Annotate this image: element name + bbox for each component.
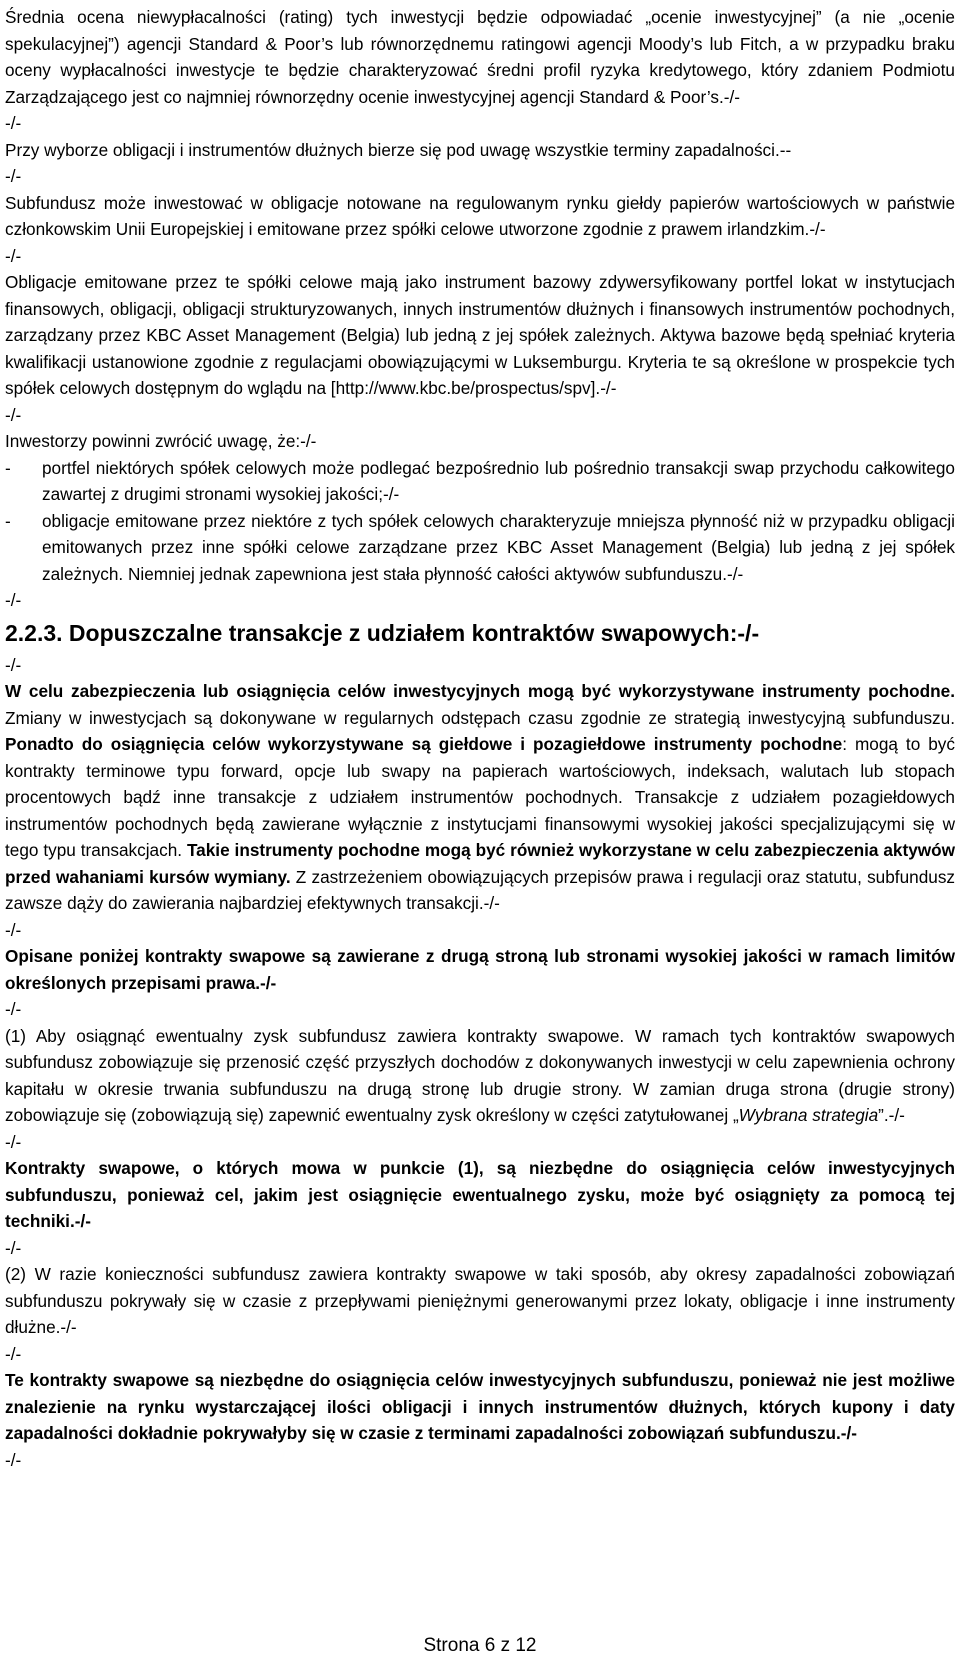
derivatives-text-1: Zmiany w inwestycjach są dokonywane w regularnych odstępach czasu zgodnie ze strategią inwestycyjną subfunduszu. xyxy=(5,707,955,728)
swap-1-italic: Wybrana strategia xyxy=(738,1105,879,1125)
derivatives-bold-3: Takie instrumenty pochodne mogą być również wykorzystane w celu zabezpieczenia aktywów przed wahaniami kursów wymiany. xyxy=(5,840,955,887)
separator: -/- xyxy=(5,654,22,675)
separator: -/- xyxy=(5,1131,22,1152)
list-item xyxy=(5,508,955,588)
paragraph-swap-1 xyxy=(5,1023,955,1129)
paragraph-swap-2: (2) W razie konieczności subfundusz zawiera kontrakty swapowe w taki sposób, aby okresy zapadalności zobowiązań subfunduszu pokrywały się w czasie z przepływami pieniężnymi generowanymi przez lokaty, obligacje i inne instrumenty dłużne.-/- xyxy=(5,1264,955,1337)
derivatives-text-2: : mogą to być kontrakty terminowe typu forward, opcje lub swapy na papierach wartościowych, indeksach, walutach lub stopach procentowych bądź inne transakcje z udziałem instrumentów pochodnych. Transakcje z udziałem pozagiełdowych instrumentów pochodnych będą zawierane wyłącznie z instytucjami finansowymi wysokiej jakości specjalizującymi się w tego typu transakcjach. xyxy=(5,734,955,860)
list-item-text-1: obligacje emitowane przez niektóre z tych spółek celowych charakteryzuje mniejsza płynność niż w przypadku obligacji emitowanych przez inne spółki celowe zarządzane przez KBC Asset Management (Belgia) lub jedną z jej spółek zależnych. xyxy=(42,510,955,584)
list-item-text: portfel niektórych spółek celowych może podlegać bezpośrednio lub pośrednio transakcji swap przychodu całkowitego zawartej z drugimi stronami wysokiej jakości;-/- xyxy=(42,457,955,504)
paragraph-swap-2-necessity: Te kontrakty swapowe są niezbędne do osiągnięcia celów inwestycyjnych subfunduszu, ponieważ nie jest możliwe znalezienie na rynku wystarczającej ilości obligacji i innych instrumentów dłużnych, których kupony i daty zapadalności dokładnie pokrywałyby się w czasie z terminami zapadalności zobowiązań subfunduszu.-/- xyxy=(5,1370,955,1443)
paragraph-maturity: Przy wyborze obligacji i instrumentów dłużnych bierze się pod uwagę wszystkie terminy zapadalności.-- xyxy=(5,139,792,160)
list-item-text-2: Niemniej jednak zapewniona jest stała płynność całości aktywów subfunduszu.-/- xyxy=(123,563,744,584)
paragraph-rating: Średnia ocena niewypłacalności (rating) tych inwestycji będzie odpowiadać „ocenie inwestycyjnej” (a nie „ocenie spekulacyjnej”) agencji Standard & Poor’s lub równorzędnemu ratingowi agencji Moody’s lub Fitch, a w przypadku braku oceny wypłacalności inwestycje te będzie charakteryzować średni profil ryzyka kredytowego, który zdaniem Podmiotu Zarządzającego jest co najmniej równorzędny ocenie inwestycyjnej agencji Standard & Poor’s.-/- xyxy=(5,7,955,107)
spv-text-3: Kryteria te są określone w prospekcie tych spółek celowych dostępnym do wglądu na [http://www.kbc.be/prospectus/spv].-/- xyxy=(5,351,955,398)
document-body xyxy=(5,4,955,1473)
separator: -/- xyxy=(5,919,22,940)
list-item xyxy=(5,455,955,508)
derivatives-text-3: Z zastrzeżeniem obowiązujących przepisów prawa i regulacji oraz statutu, subfundusz zawsze dąży do zawierania najbardziej efektywnych transakcji.-/- xyxy=(5,866,956,913)
swap-1-text: (1) Aby osiągnąć ewentualny zysk subfundusz zawiera kontrakty swapowe. W ramach tych kontraktów swapowych subfundusz zobowiązuje się przenosić część przyszłych dochodów z dokonywanych inwestycji w celu zapewnienia ochrony kapitału w okresie trwania subfunduszu na drugą stronę lub drugie strony. W zamian druga strona (drugie strony) zobowiązuje się (zobowiązują się) zapewnić ewentualny zysk określony w części zatytułowanej „ xyxy=(5,1025,955,1125)
list-dash: - xyxy=(5,457,11,478)
separator: -/- xyxy=(5,113,22,133)
derivatives-bold-1: W celu zabezpieczenia lub osiągnięcia celów inwestycyjnych mogą być wykorzystywane instrumenty pochodne. xyxy=(5,681,955,701)
separator: -/- xyxy=(5,1343,22,1364)
paragraph-investors-note: Inwestorzy powinni zwrócić uwagę, że:-/- xyxy=(5,431,317,451)
paragraph-bonds: Subfundusz może inwestować w obligacje notowane na regulowanym rynku giełdy papierów wartościowych w państwie członkowskim Unii Europejskiej i emitowane przez spółki celowe utworzone zgodnie z prawem irlandzkim.-/- xyxy=(5,192,955,239)
separator: -/- xyxy=(5,590,22,610)
separator: -/- xyxy=(5,1449,22,1470)
separator: -/- xyxy=(5,166,22,186)
separator: -/- xyxy=(5,1237,22,1258)
paragraph-swap-1-necessity: Kontrakty swapowe, o których mowa w punkcie (1), są niezbędne do osiągnięcia celów inwestycyjnych subfunduszu, ponieważ cel, jakim jest osiągnięcie ewentualnego zysku, może być osiągnięty za pomocą tej techniki.-/- xyxy=(5,1158,955,1231)
separator: -/- xyxy=(5,999,22,1019)
spv-text-1: Obligacje emitowane przez te spółki celowe mają jako instrument bazowy zdywersyfikowany portfel lokat w instytucjach finansowych, obligacji, obligacji strukturyzowanych, innych instrumentów dłużnych i finansowych instrumentów pochodnych, zarządzany przez KBC Asset Management (Belgia) lub jedną z jej spółek zależnych. xyxy=(5,272,955,345)
investor-notes-list xyxy=(5,455,955,588)
list-dash: - xyxy=(5,510,11,531)
separator: -/- xyxy=(5,245,22,266)
derivatives-bold-2: Ponadto do osiągnięcia celów wykorzystywane są giełdowe i pozagiełdowe instrumenty pochodne xyxy=(5,734,843,754)
section-heading: 2.2.3. Dopuszczalne transakcje z udziałem kontraktów swapowych:-/- xyxy=(5,619,760,646)
swap-1-end: ”.-/- xyxy=(878,1105,905,1125)
page-number: Strona 6 z 12 xyxy=(423,1635,537,1656)
paragraph-spv xyxy=(5,269,955,402)
paragraph-swap-counterparty: Opisane poniżej kontrakty swapowe są zawierane z drugą stroną lub stronami wysokiej jakości w ramach limitów określonych przepisami prawa.-/- xyxy=(5,946,955,993)
separator: -/- xyxy=(5,404,22,425)
spv-text-2: Aktywa bazowe będą spełniać kryteria kwalifikacji ustanowione zgodnie z regulacjami obowiązującymi w Luksemburgu. xyxy=(5,325,955,372)
paragraph-derivatives xyxy=(5,678,955,917)
